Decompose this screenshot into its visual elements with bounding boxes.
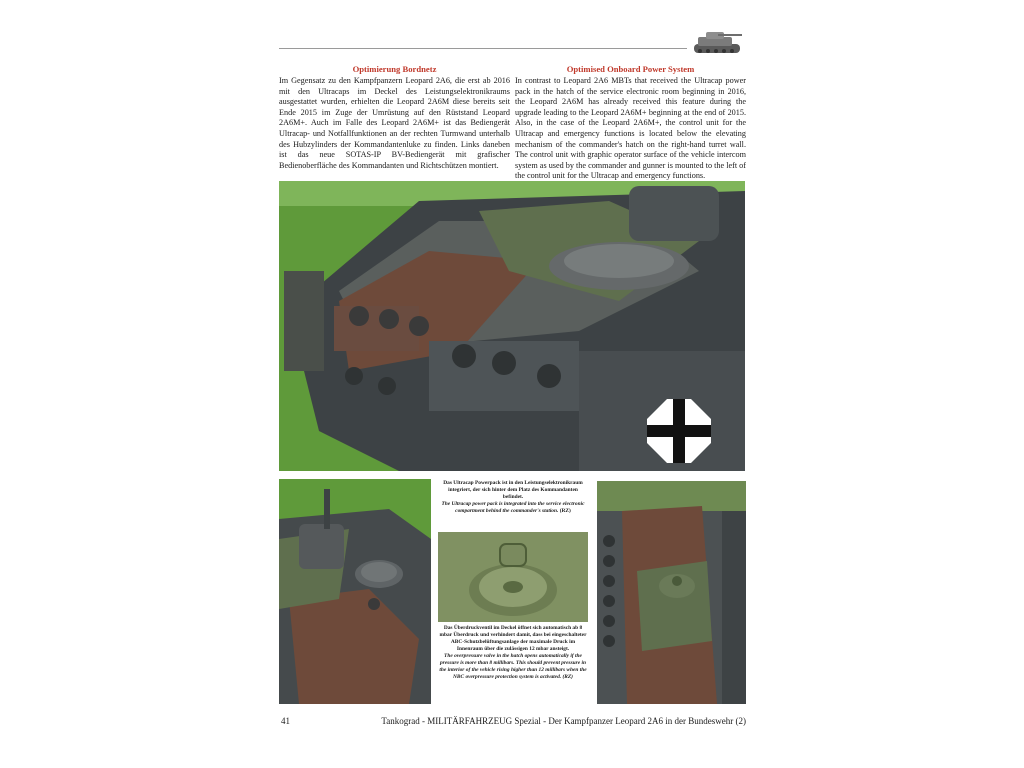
photo-overpressure-valve [438, 532, 588, 622]
caption-power-pack-en: The Ultracap power pack is integrated into the service electronic compartment behind the commander's station. [441, 501, 585, 514]
header-rule [279, 48, 687, 49]
caption-power-pack-de: Das Ultracap Powerpack ist in den Leistungselektronikraum integriert, der sich hinter dem Platz des Kommandanten befindet. [443, 480, 583, 500]
caption-valve-en: The overpressure valve in the hatch opens automatically if the pressure is more than 8 millibars. This should prevent pressure in the interior of the vehicle rising higher than 12 millibars when the NBC overpressure protection system is activated. [439, 653, 587, 680]
english-text-column [515, 64, 746, 182]
caption-overpressure-valve [438, 625, 588, 681]
photo-service-hatch [597, 481, 746, 704]
caption-power-pack-credit: (RZ) [559, 508, 571, 514]
german-heading: Optimierung Bordnetz [352, 64, 437, 74]
page-number: 41 [281, 716, 290, 726]
caption-valve-de: Das Überdruckventil im Deckel öffnet sich automatisch ab 8 mbar Überdruck und verhindert damit, dass bei eingeschalteter ABC-Schutzbelüftungsanlage der maximale Druck im Innenraum über die zulässigen 12 mbar ansteigt. [439, 625, 587, 652]
english-heading: Optimised Onboard Power System [566, 64, 695, 74]
main-photo-turret-power-pack [279, 181, 745, 471]
caption-valve-credit: (RZ) [562, 674, 573, 680]
running-footer-title: Tankograd - MILITÄRFAHRZEUG Spezial - Der Kampfpanzer Leopard 2A6 in der Bundeswehr (2) [381, 716, 746, 726]
german-body: Im Gegensatz zu den Kampfpanzern Leopard 2A6, die erst ab 2016 mit den Ultracaps im Deckel des Leistungselektronikraums ausgestattet wurden, erhielten die Leopard 2A6M diese bereits seit Ende 2015 im Zuge der Umrüstung auf den Rüststand Leopard 2A6M+. Auch im Falle des Leopard 2A6M+ ist das Bediengerät Ultracap- und Notfallfunktionen an der rechten Turmwand unterhalb des Hubzylinders der Kommandantenluke zu finden. Links daneben ist das neue SOTAS-IP BV-Bediengerät mit grafischer Bedienoberfläche des Kommandanten und Richtschützen montiert. [279, 76, 510, 170]
tank-silhouette-icon [688, 24, 746, 60]
english-body: In contrast to Leopard 2A6 MBTs that received the Ultracap power pack in the hatch of the service electronic room beginning in 2016, the Leopard 2A6M has already received this feature during the upgrade leading to the Leopard 2A6M+ beginning at the end of 2015. Also, in the case of the Leopard 2A6M+, the control unit for the Ultracap and emergency functions is located below the elevating mechanism of the commander's hatch on the right-hand turret wall. The control unit with graphic operator surface of the vehicle intercom system as used by the commander and gunner is mounted to the left of the control unit for the Ultracap and emergency functions. [515, 76, 746, 181]
german-text-column [279, 64, 510, 171]
caption-power-pack [438, 480, 588, 515]
photo-turret-roof-overview [279, 479, 431, 704]
